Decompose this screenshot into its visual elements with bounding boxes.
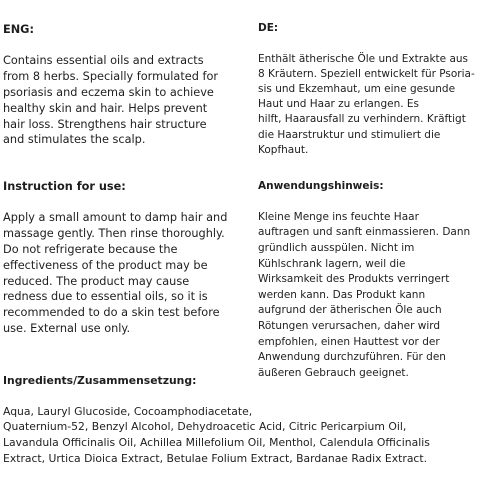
ingredients-section xyxy=(3,357,497,482)
german-instructions-heading: Anwendungshinweis: xyxy=(258,179,384,192)
ingredients-text: Aqua, Lauryl Glucoside, Cocoamphodiacetate, Quaternium-52, Benzyl Alcohol, Dehydroacetic Acid, Citric Pericarpium Oil, Lavandula Officinalis Oil, Achillea Millefolium Oil, Menthol, Calendula Officinalis Extract, Urtica Dioica Extract, Betulae Folium Extract, Bardanae Radix Extract. xyxy=(3,404,430,465)
german-instructions-text: Kleine Menge ins feuchte Haar auftragen und sanft einmassieren. Dann gründlich ausspülen. Nicht im Kühlschrank lagern, weil die Wirksamkeit des Produkts verringert werden kann. Das Produkt kann aufgrund der ätherischen Öle auch Rötungen verursachen, daher wird empfohlen, einen Hauttest vor der Anwendung durchzuführen. Für den äußeren Gebrauch geeignet. xyxy=(258,210,471,379)
english-description-section xyxy=(3,6,243,164)
ingredients-heading: Ingredients/Zusammensetzung: xyxy=(3,373,197,387)
english-instructions-heading: Instruction for use: xyxy=(3,179,126,193)
english-description-text: Contains essential oils and extracts from 8 herbs. Specially formulated for psoriasis and eczema skin to achieve healthy skin and hair. Helps prevent hair loss. Strengthens hair structure and stimulates the scalp. xyxy=(3,54,219,147)
german-description-text: Enthält ätherische Öle und Extrakte aus 8 Kräutern. Speziell entwickelt für Psoria- sis und Ekzemhaut, um eine gesunde Haut und Haar zu erlangen. Es hilft, Haarausfall zu verhindern. Kräftigt die Haarstruktur und stimuliert die Kopfhaut. xyxy=(258,52,475,156)
german-description-section xyxy=(258,6,498,173)
english-instructions-section xyxy=(3,163,243,353)
english-heading: ENG: xyxy=(3,22,34,36)
english-instructions-text: Apply a small amount to damp hair and massage gently. Then rinse thoroughly. Do not refrigerate because the effectiveness of the product may be reduced. The product may cause redness due to essential oils, so it is recommended to do a skin test before use. External use only. xyxy=(3,211,228,335)
german-heading: DE: xyxy=(258,22,279,35)
